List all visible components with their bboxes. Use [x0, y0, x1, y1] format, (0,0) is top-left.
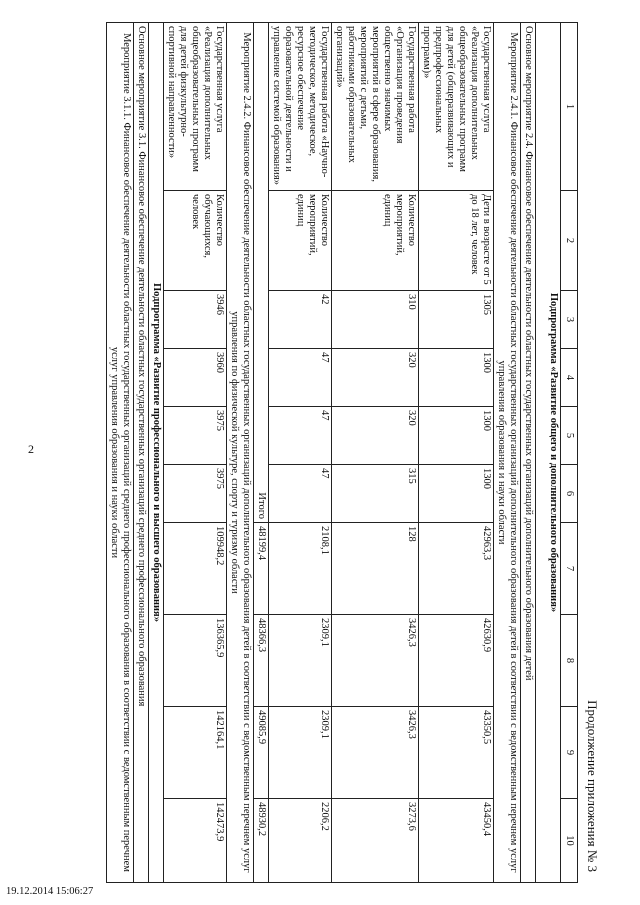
value-cell: 1300	[419, 465, 494, 523]
print-timestamp: 19.12.2014 15:06:27	[6, 886, 94, 897]
indicator: Количество обучающихся, человек	[164, 191, 227, 291]
value-cell: 3975	[164, 465, 227, 523]
value-cell: 42	[269, 291, 332, 349]
indicator: Дети в возрасте от 5 до 18 лет, человек	[419, 191, 494, 291]
value-cell: 3960	[164, 349, 227, 407]
header-row	[561, 23, 578, 883]
value-cell: 310	[332, 291, 419, 349]
table-row	[332, 23, 419, 883]
value-cell: 109948,2	[164, 523, 227, 615]
value-cell: 136365,9	[164, 615, 227, 707]
header-cell: 8	[561, 615, 578, 707]
total-cell: 48199,4	[254, 523, 269, 615]
table-row	[269, 23, 332, 883]
continuation-label: Продолжение приложения № 3	[585, 700, 600, 872]
service-name: Государственная работа «Организация проведения общественно значимых мероприятий в сфере образования, мероприятий с детьми, работниками образовательных организаций»	[332, 23, 419, 191]
header-cell: 10	[561, 799, 578, 883]
activity: Мероприятие 3.1.1. Финансовое обеспечение деятельности областных государственных организаций среднего профессионального образования в соответствии с ведомственным перечнем услуг управления образования и науки области	[107, 23, 134, 883]
value-cell: 2108,1	[269, 523, 332, 615]
table-row	[164, 23, 227, 883]
data-table	[106, 22, 578, 883]
value-cell: 47	[269, 407, 332, 465]
value-cell: 142473,9	[164, 799, 227, 883]
value-cell: 47	[269, 349, 332, 407]
header-cell: 5	[561, 407, 578, 465]
total-cell: 48366,3	[254, 615, 269, 707]
page-number: 2	[28, 442, 34, 456]
value-cell: 2309,1	[269, 707, 332, 799]
value-cell: 42630,9	[419, 615, 494, 707]
total-cell: 49085,9	[254, 707, 269, 799]
activity: Мероприятие 2.4.1. Финансовое обеспечение деятельности областных государственных организаций дополнительного образования детей в соответствии с ведомственным перечнем услуг управления образования и науки области	[494, 23, 521, 883]
value-cell: 1300	[419, 407, 494, 465]
value-cell: 43350,5	[419, 707, 494, 799]
total-row	[254, 23, 269, 883]
value-cell: 42963,3	[419, 523, 494, 615]
value-cell: 3975	[164, 407, 227, 465]
value-cell: 3426,3	[332, 615, 419, 707]
service-name: Государственная услуга «Реализация дополнительных общеобразовательных программ для детей (общеразвивающих и предпрофессиональных программ)»	[419, 23, 494, 191]
service-name: Государственная работа «Научно-методическое, методическое, ресурсное обеспечение образовательной деятельности и управление системой образования»	[269, 23, 332, 191]
header-cell: 2	[561, 191, 578, 291]
value-cell: 320	[332, 407, 419, 465]
indicator: Количество мероприятий, единиц	[332, 191, 419, 291]
value-cell: 3426,3	[332, 707, 419, 799]
header-cell: 1	[561, 23, 578, 191]
header-cell: 3	[561, 291, 578, 349]
value-cell: 142164,1	[164, 707, 227, 799]
header-cell: 4	[561, 349, 578, 407]
indicator: Количество мероприятий, единиц	[269, 191, 332, 291]
rotated-document	[15, 22, 600, 882]
value-cell: 315	[332, 465, 419, 523]
table-row	[419, 23, 494, 883]
value-cell: 1300	[419, 349, 494, 407]
value-cell: 43450,4	[419, 799, 494, 883]
value-cell: 128	[332, 523, 419, 615]
value-cell: 3946	[164, 291, 227, 349]
subprogram-title: Подпрограмма «Развитие профессионального и высшего образования»	[149, 23, 164, 883]
header-cell: 9	[561, 707, 578, 799]
header-cell: 6	[561, 465, 578, 523]
main-activity: Основное мероприятие 2.4. Финансовое обеспечение деятельности областных государственных организаций дополнительного образования детей	[521, 23, 536, 883]
subprogram-title: Подпрограмма «Развитие общего и дополнительного образования»	[536, 23, 561, 883]
value-cell: 47	[269, 465, 332, 523]
value-cell: 3273,6	[332, 799, 419, 883]
value-cell: 320	[332, 349, 419, 407]
value-cell: 1305	[419, 291, 494, 349]
header-cell: 7	[561, 523, 578, 615]
service-name: Государственная услуга «Реализация дополнительных общеобразовательных программ для детей физкультурно-спортивной направленности»	[164, 23, 227, 191]
total-cell: 48930,2	[254, 799, 269, 883]
value-cell: 2309,1	[269, 615, 332, 707]
total-label: Итого	[254, 23, 269, 523]
main-activity: Основное мероприятие 3.1. Финансовое обеспечение деятельности областных государственных организаций среднего профессионального образования	[134, 23, 149, 883]
activity: Мероприятие 2.4.2. Финансовое обеспечение деятельности областных государственных организаций дополнительного образования детей в соответствии с ведомственным перечнем услуг управления по физической культуре, спорту и туризму области	[227, 23, 254, 883]
value-cell: 2206,2	[269, 799, 332, 883]
